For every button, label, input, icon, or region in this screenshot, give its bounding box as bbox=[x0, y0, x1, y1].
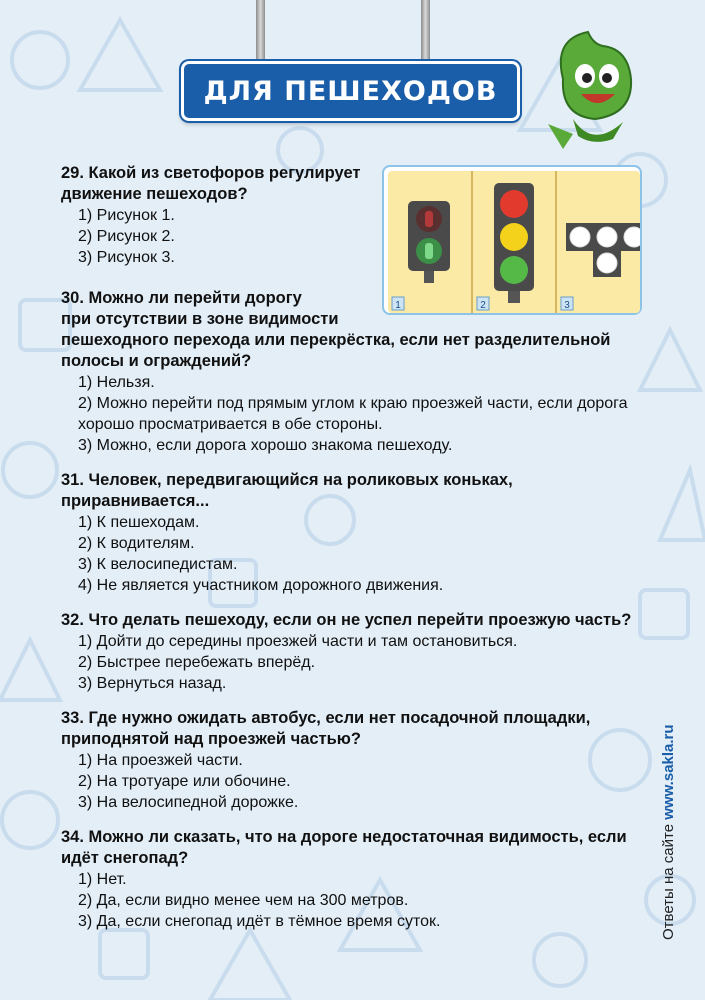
figure-label-1: 1 bbox=[395, 300, 401, 311]
answer-option: 3) Да, если снегопад идёт в тёмное время суток. bbox=[78, 913, 441, 930]
question-text: 29. Какой из светофоров регулирует движение пешеходов? bbox=[61, 164, 361, 203]
question-line: при отсутствии в зоне видимости bbox=[61, 310, 339, 328]
answer-option: 1) Нет. bbox=[78, 871, 127, 888]
answer-option: 2) Да, если видно менее чем на 300 метров. bbox=[78, 892, 409, 909]
answer-option: 3) Можно, если дорога хорошо знакома пешеходу. bbox=[78, 437, 453, 454]
question-32 bbox=[61, 610, 651, 694]
question-34 bbox=[61, 827, 651, 932]
question-33 bbox=[61, 708, 651, 813]
answer-option: 2) Можно перейти под прямым углом к краю проезжей части, если дорога хорошо просматривается в обе стороны. bbox=[78, 395, 628, 433]
site-link[interactable]: www.sakla.ru bbox=[660, 724, 677, 820]
traffic-lights-figure bbox=[382, 165, 642, 315]
answer-option: 1) Рисунок 1. bbox=[78, 207, 175, 224]
question-text: 31. Человек, передвигающийся на роликовых коньках, приравнивается... bbox=[61, 471, 513, 510]
answer-option: 1) На проезжей части. bbox=[78, 752, 243, 769]
answer-option: 1) Нельзя. bbox=[78, 374, 155, 391]
question-31 bbox=[61, 470, 651, 596]
answer-option: 3) На велосипедной дорожке. bbox=[78, 794, 299, 811]
answer-option: 2) Быстрее перебежать вперёд. bbox=[78, 654, 316, 671]
question-text: 33. Где нужно ожидать автобус, если нет посадочной площадки, приподнятой над проезжей частью? bbox=[61, 709, 591, 748]
answer-option: 3) Рисунок 3. bbox=[78, 249, 175, 266]
answer-option: 2) К водителям. bbox=[78, 535, 195, 552]
figure-label-2: 2 bbox=[480, 300, 486, 311]
answers-note-prefix: Ответы на сайте bbox=[660, 819, 677, 940]
sign-post-right bbox=[421, 0, 430, 66]
answer-option: 3) К велосипедистам. bbox=[78, 556, 238, 573]
answer-option: 1) К пешеходам. bbox=[78, 514, 200, 531]
question-line: 30. Можно ли перейти дорогу bbox=[61, 289, 302, 307]
answer-option: 2) Рисунок 2. bbox=[78, 228, 175, 245]
sign-post-left bbox=[256, 0, 265, 66]
answer-option: 4) Не является участником дорожного движения. bbox=[78, 577, 444, 594]
question-text: 32. Что делать пешеходу, если он не успел перейти проезжую часть? bbox=[61, 611, 632, 629]
vehicle-traffic-light bbox=[494, 183, 534, 303]
mascot-character bbox=[533, 24, 648, 149]
answer-option: 1) Дойти до середины проезжей части и там остановиться. bbox=[78, 633, 518, 650]
question-line: пешеходного перехода или перекрёстка, если нет разделительной полосы и ограждений? bbox=[61, 331, 611, 370]
figure-label-3: 3 bbox=[564, 300, 570, 311]
answers-note bbox=[660, 724, 677, 940]
page-title: ДЛЯ ПЕШЕХОДОВ bbox=[203, 75, 498, 107]
question-text: 34. Можно ли сказать, что на дороге недостаточная видимость, если идёт снегопад? bbox=[61, 828, 627, 867]
answer-option: 3) Вернуться назад. bbox=[78, 675, 227, 692]
pedestrian-traffic-light bbox=[408, 201, 450, 283]
section-title-sign bbox=[181, 61, 520, 121]
answer-option: 2) На тротуаре или обочине. bbox=[78, 773, 291, 790]
